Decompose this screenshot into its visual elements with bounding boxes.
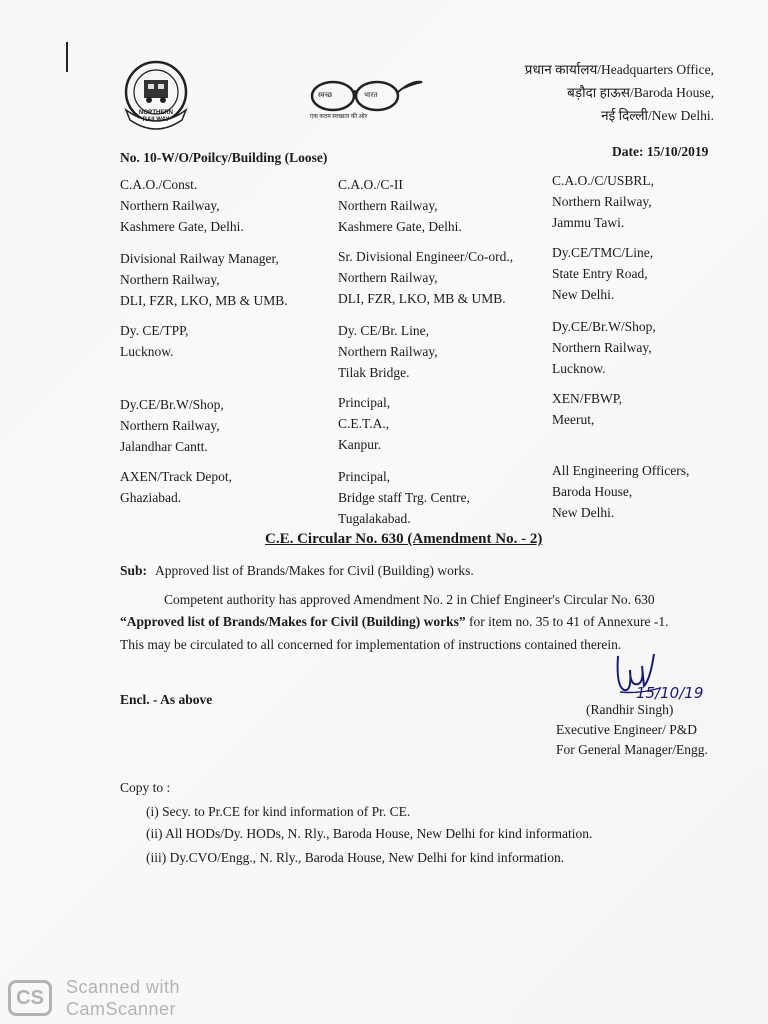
- swachh-bharat-logo: [300, 72, 430, 124]
- signature-block: [556, 700, 708, 760]
- addressee-line: C.E.T.A.,: [338, 416, 390, 431]
- signatory-name: (Randhir Singh): [586, 702, 674, 717]
- addressee-line: Principal,: [338, 395, 391, 410]
- subject-label: Sub:: [120, 563, 148, 578]
- addressee-block: [338, 466, 470, 529]
- hq-line: नई दिल्ली/New Delhi.: [601, 108, 714, 123]
- subject-text: Approved list of Brands/Makes for Civil (Building) works.: [155, 563, 474, 578]
- addressee-line: Dy. CE/TPP,: [120, 323, 189, 338]
- addressee-line: All Engineering Officers,: [552, 463, 690, 478]
- addressee-block: [120, 394, 224, 457]
- addressee-line: C.A.O./Const.: [120, 177, 198, 192]
- watermark-line: Scanned with: [66, 977, 181, 997]
- copy-item: (ii) All HODs/Dy. HODs, N. Rly., Baroda House, New Delhi for kind information.: [146, 826, 593, 841]
- addressee-line: Tilak Bridge.: [338, 365, 410, 380]
- addressee-line: New Delhi.: [552, 287, 615, 302]
- addressee-line: Northern Railway,: [552, 194, 652, 209]
- addressee-line: Meerut,: [552, 412, 595, 427]
- addressee-block: [552, 388, 622, 430]
- body-paragraph-line: This may be circulated to all concerned for implementation of instructions contained therein.: [120, 637, 622, 652]
- addressee-line: Northern Railway,: [120, 272, 220, 287]
- copy-item: (i) Secy. to Pr.CE for kind information of Pr. CE.: [146, 804, 411, 819]
- circular-title: C.E. Circular No. 630 (Amendment No. - 2): [265, 531, 543, 547]
- enclosure-note: Encl. - As above: [120, 692, 213, 707]
- signatory-designation: Executive Engineer/ P&D: [556, 722, 697, 737]
- addressee-line: Kanpur.: [338, 437, 382, 452]
- body-paragraph-line: Competent authority has approved Amendment No. 2 in Chief Engineer's Circular No. 630: [164, 592, 655, 607]
- addressee-line: Tugalakabad.: [338, 511, 411, 526]
- addressee-block: [552, 460, 689, 523]
- addressee-line: Kashmere Gate, Delhi.: [338, 219, 462, 234]
- addressee-line: AXEN/Track Depot,: [120, 469, 232, 484]
- pen-mark: [66, 42, 68, 72]
- copy-to-label: Copy to :: [120, 780, 171, 795]
- addressee-block: [120, 320, 189, 362]
- addressee-line: Northern Railway,: [338, 270, 438, 285]
- signatory-for: For General Manager/Engg.: [556, 742, 708, 757]
- addressee-line: Ghaziabad.: [120, 490, 182, 505]
- addressee-line: XEN/FBWP,: [552, 391, 623, 406]
- logo-tagline: एक कदम स्वच्छता की ओर: [310, 114, 368, 120]
- copy-item: (iii) Dy.CVO/Engg., N. Rly., Baroda House, New Delhi for kind information.: [146, 850, 565, 865]
- northern-railway-logo: [112, 58, 200, 130]
- addressee-block: [338, 174, 462, 237]
- hq-line: बड़ौदा हाऊस/Baroda House,: [567, 85, 714, 100]
- addressee-block: [552, 170, 654, 233]
- addressee-line: Kashmere Gate, Delhi.: [120, 219, 244, 234]
- watermark-line: CamScanner: [66, 999, 177, 1019]
- addressee-line: Dy.CE/TMC/Line,: [552, 245, 654, 260]
- addressee-line: Northern Railway,: [552, 340, 652, 355]
- addressee-line: Jalandhar Cantt.: [120, 439, 208, 454]
- logo-text-line: RAILWAY: [142, 117, 170, 123]
- addressee-line: Jammu Tawi.: [552, 215, 625, 230]
- addressee-line: Principal,: [338, 469, 391, 484]
- addressee-line: Sr. Divisional Engineer/Co-ord.,: [338, 249, 514, 264]
- headquarters-address: [525, 58, 714, 127]
- addressee-block: [338, 320, 438, 383]
- addressee-line: Lucknow.: [120, 344, 174, 359]
- addressee-line: Dy.CE/Br.W/Shop,: [552, 319, 656, 334]
- addressee-line: Northern Railway,: [338, 198, 438, 213]
- addressee-line: C.A.O./C/USBRL,: [552, 173, 655, 188]
- addressee-block: [552, 242, 653, 305]
- subject-line: [120, 563, 474, 579]
- addressee-line: Dy. CE/Br. Line,: [338, 323, 429, 338]
- addressee-line: C.A.O./C-II: [338, 177, 403, 192]
- logo-word: स्वच्छ: [318, 91, 333, 99]
- addressee-line: New Delhi.: [552, 505, 615, 520]
- addressee-line: Dy.CE/Br.W/Shop,: [120, 397, 224, 412]
- camscanner-watermark: [8, 976, 208, 1020]
- addressee-block: [552, 316, 656, 379]
- addressee-line: DLI, FZR, LKO, MB & UMB.: [338, 291, 506, 306]
- addressee-line: State Entry Road,: [552, 266, 648, 281]
- addressee-line: Lucknow.: [552, 361, 606, 376]
- hq-line: प्रधान कार्यालय/Headquarters Office,: [524, 62, 714, 77]
- addressee-line: Baroda House,: [552, 484, 633, 499]
- addressee-line: Bridge staff Trg. Centre,: [338, 490, 470, 505]
- body-text: for item no. 35 to 41 of Annexure -1.: [465, 614, 669, 629]
- addressee-line: Northern Railway,: [338, 344, 438, 359]
- addressee-line: Northern Railway,: [120, 418, 220, 433]
- logo-text-line: NORTHERN: [139, 110, 173, 116]
- camscanner-logo: CS: [8, 980, 52, 1016]
- addressee-line: Divisional Railway Manager,: [120, 251, 279, 266]
- reference-number: No. 10-W/O/Poilcy/Building (Loose): [120, 150, 328, 165]
- addressee-block: [120, 248, 288, 311]
- addressee-block: [338, 392, 390, 455]
- addressee-block: [338, 246, 513, 309]
- letter-date: Date: 15/10/2019: [612, 144, 709, 159]
- body-paragraph-line: [120, 614, 669, 630]
- addressee-block: [120, 466, 232, 508]
- addressee-block: [120, 174, 244, 237]
- addressee-line: DLI, FZR, LKO, MB & UMB.: [120, 293, 288, 308]
- addressee-line: Northern Railway,: [120, 198, 220, 213]
- logo-word: भारत: [364, 91, 378, 99]
- handwritten-date: 15/10/19: [636, 684, 704, 702]
- circular-name-bold: “Approved list of Brands/Makes for Civil (Building) works”: [120, 614, 466, 629]
